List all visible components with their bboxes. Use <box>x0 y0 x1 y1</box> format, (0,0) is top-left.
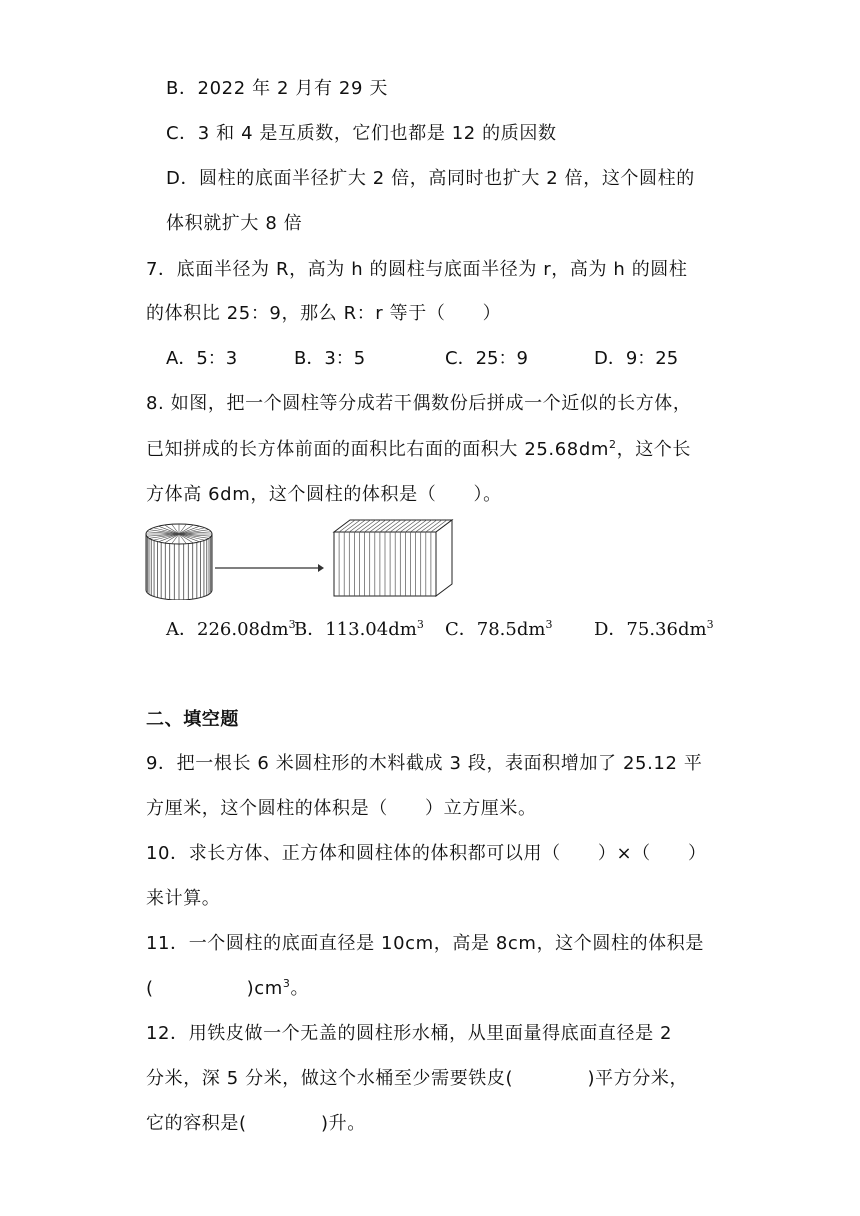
section-heading: 二、填空题 <box>146 709 239 730</box>
q12-text-cont: 分米，深 5 分米，做这个水桶至少需要铁皮( )平方分米， <box>146 1068 689 1089</box>
q6-option-d: D．圆柱的底面半径扩大 2 倍，高同时也扩大 2 倍，这个圆柱的 <box>166 168 695 189</box>
q6-option-b: B．2022 年 2 月有 29 天 <box>166 78 388 99</box>
q8-option-a: A．$226.08dm^3$ <box>166 618 296 640</box>
cuboid-figure <box>330 518 460 600</box>
cuboid-slices <box>334 520 452 596</box>
q7-text: 7．底面半径为 R，高为 h 的圆柱与底面半径为 r，高为 h 的圆柱 <box>146 259 688 280</box>
q12-text-cont2: 它的容积是( )升。 <box>146 1113 366 1134</box>
q11-text-cont: ( )$cm^3$。 <box>146 977 310 999</box>
q6-option-d-cont: 体积就扩大 8 倍 <box>166 213 303 234</box>
q11-text: 11．一个圆柱的底面直径是 10cm，高是 8cm，这个圆柱的体积是 <box>146 933 704 954</box>
q8-option-c: C．$78.5dm^3$ <box>445 618 553 640</box>
q7-option-d: D．9：25 <box>594 348 679 369</box>
q7-option-a: A．5：3 <box>166 348 238 369</box>
q8-text: 8. 如图，把一个圆柱等分成若干偶数份后拼成一个近似的长方体， <box>146 393 692 414</box>
q6-option-c: C．3 和 4 是互质数，它们也都是 12 的质因数 <box>166 123 557 144</box>
q8-text-cont2: 方体高 6dm，这个圆柱的体积是（ ）。 <box>146 484 502 505</box>
q8-text-cont: 已知拼成的长方体前面的面积比右面的面积大 $25.68dm^2$，这个长 <box>146 438 692 460</box>
q7-text-cont: 的体积比 25：9，那么 R：r 等于（ ） <box>146 303 502 324</box>
arrow-icon <box>214 562 326 574</box>
q10-text: 10．求长方体、正方体和圆柱体的体积都可以用（ ）×（ ） <box>146 843 707 864</box>
q9-text: 9．把一根长 6 米圆柱形的木料截成 3 段，表面积增加了 25.12 平 <box>146 753 703 774</box>
q8-option-d: D．$75.36dm^3$ <box>594 618 714 640</box>
q7-option-b: B．3：5 <box>294 348 366 369</box>
q8-option-b: B．$113.04dm^3$ <box>294 618 424 640</box>
q9-text-cont: 方厘米，这个圆柱的体积是（ ）立方厘米。 <box>146 798 537 819</box>
q12-text: 12．用铁皮做一个无盖的圆柱形水桶，从里面量得底面直径是 2 <box>146 1023 673 1044</box>
q7-option-c: C．25：9 <box>445 348 528 369</box>
q10-text-cont: 来计算。 <box>146 888 221 909</box>
